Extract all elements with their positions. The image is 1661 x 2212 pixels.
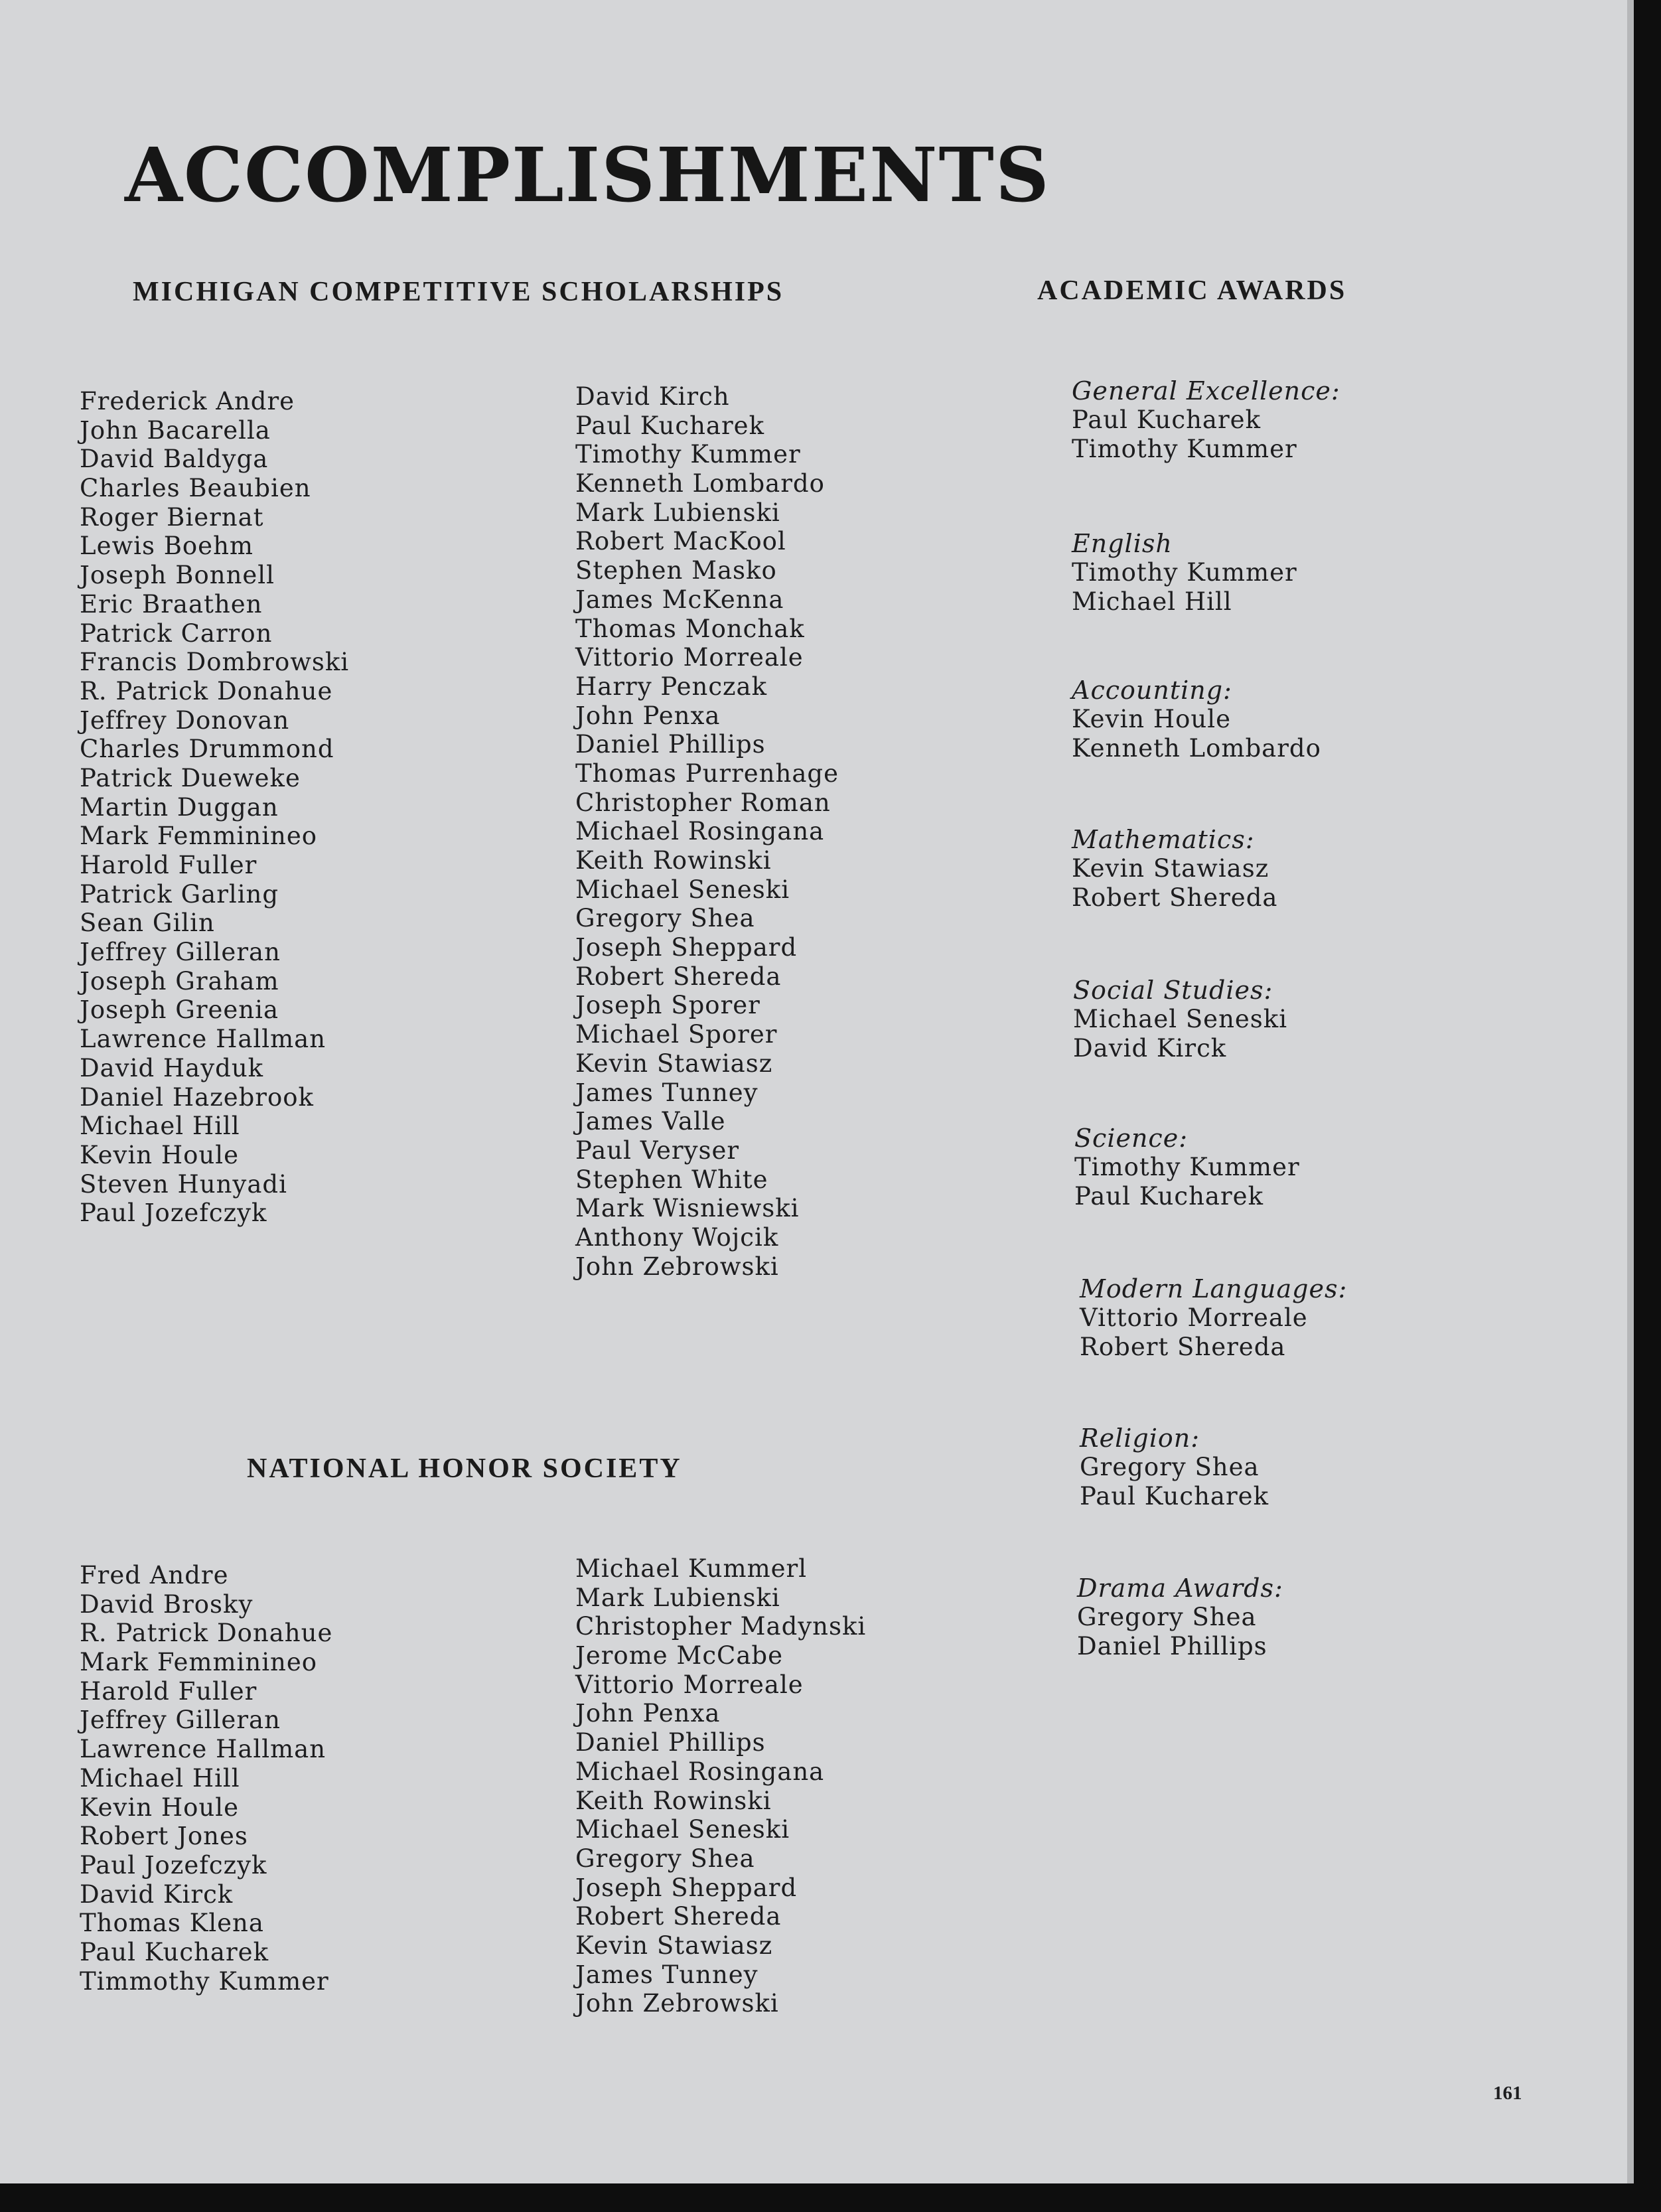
scholarships-list-column-2: [575, 382, 839, 1281]
award-category: Modern Languages:: [1080, 1274, 1348, 1303]
award-social-studies: [1073, 976, 1287, 1063]
name-list-item: John Penxa: [575, 1699, 721, 1728]
name-list-item: Joseph Graham: [80, 966, 279, 995]
name-list-item: Lewis Boehm: [80, 532, 253, 561]
award-recipient: Daniel Phillips: [1077, 1632, 1267, 1660]
award-religion: [1080, 1424, 1269, 1511]
name-list-item: Patrick Carron: [80, 619, 273, 648]
award-recipient: Robert Shereda: [1072, 883, 1278, 912]
award-recipient: Timothy Kummer: [1074, 1153, 1300, 1181]
name-list-item: Jeffrey Donovan: [80, 705, 290, 735]
award-recipient: Timothy Kummer: [1072, 558, 1297, 587]
name-list-item: Gregory Shea: [575, 904, 755, 933]
name-list-item: Mark Lubienski: [575, 498, 780, 527]
name-list-item: Lawrence Hallman: [80, 1025, 326, 1054]
award-category: English: [1072, 529, 1173, 558]
name-list-item: Joseph Greenia: [80, 995, 279, 1025]
name-list-item: Joseph Bonnell: [80, 561, 275, 590]
name-list-item: Daniel Hazebrook: [80, 1082, 314, 1112]
name-list-item: Sean Gilin: [80, 909, 215, 938]
name-list-item: James McKenna: [575, 585, 784, 614]
name-list-item: Vittorio Morreale: [575, 1670, 804, 1699]
name-list-item: Jeffrey Gilleran: [80, 938, 281, 967]
academic-awards-heading: ACADEMIC AWARDS: [1037, 275, 1347, 306]
award-recipient: Michael Hill: [1072, 587, 1232, 616]
award-category: Social Studies:: [1073, 976, 1273, 1005]
name-list-item: David Baldyga: [80, 445, 269, 474]
name-list-item: Gregory Shea: [575, 1844, 755, 1873]
name-list-item: Kevin Houle: [80, 1140, 239, 1169]
name-list-item: Daniel Phillips: [575, 730, 766, 759]
name-list-item: Patrick Dueweke: [80, 763, 301, 792]
name-list-item: Charles Drummond: [80, 735, 334, 764]
award-recipient: Gregory Shea: [1077, 1603, 1257, 1631]
name-list-item: James Valle: [575, 1107, 726, 1136]
name-list-item: David Kirch: [575, 382, 730, 411]
name-list-item: Anthony Wojcik: [575, 1222, 779, 1252]
name-list-item: Stephen White: [575, 1165, 768, 1194]
scholarships-list-column-1: [80, 387, 349, 1228]
name-list-item: Michael Kummerl: [575, 1554, 808, 1583]
name-list-item: James Tunney: [575, 1960, 758, 1989]
award-recipient: Kevin Stawiasz: [1072, 854, 1269, 883]
name-list-item: Mark Femminineo: [80, 1648, 318, 1677]
name-list-item: John Zebrowski: [575, 1989, 779, 2018]
name-list-item: Joseph Sheppard: [575, 1873, 798, 1902]
name-list-item: Michael Rosingana: [575, 817, 825, 846]
award-recipient: David Kirck: [1073, 1034, 1227, 1063]
name-list-item: David Kirck: [80, 1880, 234, 1909]
award-recipient: Paul Kucharek: [1080, 1482, 1269, 1511]
page-title: ACCOMPLISHMENTS: [125, 132, 1050, 219]
award-recipient: Timothy Kummer: [1072, 435, 1297, 463]
name-list-item: David Hayduk: [80, 1053, 264, 1082]
name-list-item: Daniel Phillips: [575, 1728, 766, 1757]
name-list-item: Thomas Klena: [80, 1909, 264, 1938]
name-list-item: Mark Femminineo: [80, 822, 318, 851]
name-list-item: Paul Jozefczyk: [80, 1850, 267, 1880]
name-list-item: Thomas Monchak: [575, 614, 805, 643]
award-recipient: Paul Kucharek: [1074, 1182, 1264, 1211]
award-recipient: Paul Kucharek: [1072, 406, 1261, 434]
award-category: Drama Awards:: [1077, 1574, 1283, 1603]
name-list-item: Michael Seneski: [575, 1815, 790, 1844]
award-english: [1072, 529, 1297, 617]
award-general-excellence: [1072, 376, 1340, 464]
award-recipient: Kenneth Lombardo: [1072, 734, 1321, 763]
award-recipient: Kevin Houle: [1072, 705, 1231, 733]
award-recipient: Robert Shereda: [1080, 1333, 1286, 1361]
name-list-item: Fred Andre: [80, 1561, 229, 1589]
award-category: Mathematics:: [1072, 825, 1255, 854]
award-modern-languages: [1080, 1274, 1347, 1362]
name-list-item: Joseph Sporer: [575, 991, 760, 1020]
name-list-item: Paul Kucharek: [575, 411, 764, 440]
name-list-item: Michael Sporer: [575, 1020, 778, 1049]
name-list-item: Keith Rowinski: [575, 846, 772, 875]
name-list-item: Joseph Sheppard: [575, 933, 798, 962]
award-accounting: [1072, 676, 1321, 763]
name-list-item: John Penxa: [575, 701, 721, 730]
name-list-item: Vittorio Morreale: [575, 643, 804, 672]
award-recipient: Vittorio Morreale: [1080, 1303, 1308, 1332]
name-list-item: R. Patrick Donahue: [80, 1619, 333, 1648]
name-list-item: Kevin Houle: [80, 1793, 239, 1822]
name-list-item: Christopher Roman: [575, 788, 831, 817]
award-category: Science:: [1074, 1124, 1189, 1153]
award-recipient: Michael Seneski: [1073, 1005, 1288, 1033]
name-list-item: Jeffrey Gilleran: [80, 1706, 281, 1735]
name-list-item: Frederick Andre: [80, 387, 295, 415]
honor-society-list-column-2: [575, 1554, 866, 2018]
name-list-item: Paul Kucharek: [80, 1937, 269, 1966]
honor-society-list-column-1: [80, 1561, 332, 1996]
name-list-item: Lawrence Hallman: [80, 1735, 326, 1764]
award-category: Religion:: [1080, 1424, 1200, 1453]
name-list-item: Thomas Purrenhage: [575, 759, 839, 788]
scholarships-heading: MICHIGAN COMPETITIVE SCHOLARSHIPS: [133, 277, 784, 307]
name-list-item: David Brosky: [80, 1589, 253, 1619]
name-list-item: Roger Biernat: [80, 502, 264, 532]
name-list-item: John Bacarella: [80, 415, 271, 445]
name-list-item: Steven Hunyadi: [80, 1169, 287, 1199]
name-list-item: Martin Duggan: [80, 792, 279, 822]
name-list-item: Robert Shereda: [575, 1902, 782, 1931]
name-list-item: Paul Veryser: [575, 1136, 740, 1165]
name-list-item: Robert Jones: [80, 1822, 248, 1851]
name-list-item: Charles Beaubien: [80, 474, 311, 503]
award-recipient: Gregory Shea: [1080, 1453, 1260, 1481]
name-list-item: Timothy Kummer: [575, 440, 801, 469]
name-list-item: Kevin Stawiasz: [575, 1931, 773, 1960]
name-list-item: Harold Fuller: [80, 851, 257, 879]
award-category: General Excellence:: [1072, 376, 1340, 406]
name-list-item: Michael Hill: [80, 1763, 240, 1793]
award-science: [1074, 1124, 1300, 1211]
name-list-item: John Zebrowski: [575, 1252, 779, 1281]
name-list-item: Keith Rowinski: [575, 1786, 772, 1815]
name-list-item: Paul Jozefczyk: [80, 1199, 267, 1228]
name-list-item: Mark Wisniewski: [575, 1194, 800, 1223]
name-list-item: Eric Braathen: [80, 589, 263, 619]
name-list-item: R. Patrick Donahue: [80, 676, 333, 705]
name-list-item: James Tunney: [575, 1078, 758, 1107]
name-list-item: Robert MacKool: [575, 527, 786, 556]
name-list-item: Timmothy Kummer: [80, 1966, 329, 1996]
name-list-item: Francis Dombrowski: [80, 648, 350, 677]
honor-society-heading: NATIONAL HONOR SOCIETY: [247, 1453, 682, 1484]
award-drama: [1077, 1574, 1283, 1661]
name-list-item: Kenneth Lombardo: [575, 469, 825, 498]
name-list-item: Christopher Madynski: [575, 1612, 867, 1641]
name-list-item: Robert Shereda: [575, 962, 782, 991]
name-list-item: Michael Seneski: [575, 875, 790, 904]
page-number: 161: [1493, 2083, 1522, 2104]
award-mathematics: [1072, 825, 1277, 913]
name-list-item: Jerome McCabe: [575, 1641, 783, 1670]
name-list-item: Kevin Stawiasz: [575, 1049, 773, 1078]
name-list-item: Michael Hill: [80, 1112, 240, 1141]
name-list-item: Stephen Masko: [575, 556, 777, 585]
name-list-item: Michael Rosingana: [575, 1757, 825, 1786]
name-list-item: Mark Lubienski: [575, 1583, 780, 1612]
name-list-item: Harry Penczak: [575, 672, 768, 701]
name-list-item: Patrick Garling: [80, 879, 279, 909]
award-category: Accounting:: [1072, 676, 1232, 705]
name-list-item: Harold Fuller: [80, 1676, 257, 1706]
